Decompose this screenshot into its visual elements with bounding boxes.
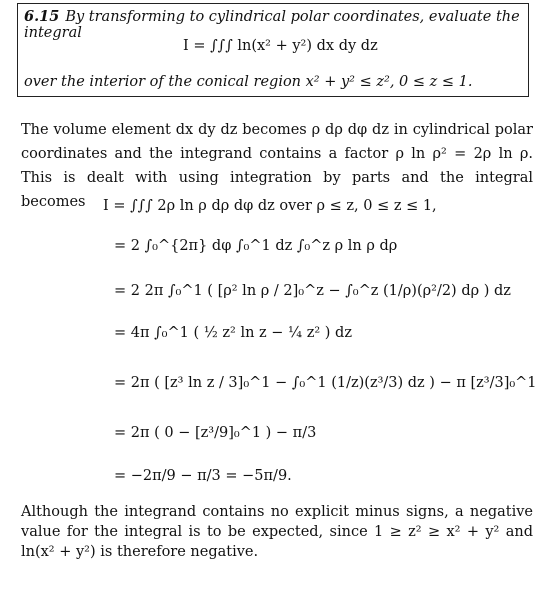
step-4: = 4π ∫₀^1 ( ½ z² ln z − ¼ z² ) dz (114, 325, 352, 341)
problem-box (17, 3, 529, 97)
problem-region: over the interior of the conical region x² + y² ≤ z², 0 ≤ z ≤ 1. (24, 74, 473, 90)
step-7: = −2π/9 − π/3 = −5π/9. (114, 468, 292, 484)
solution-intro: The volume element dx dy dz becomes ρ dρ dφ dz in cylindrical polar coordinates and the integrand contains a factor ρ ln ρ² = 2ρ ln ρ. This is dealt with using integration by parts and the integral becomes (21, 122, 533, 210)
step-6: = 2π ( 0 − [z³/9]₀^1 ) − π/3 (114, 425, 317, 441)
step-1: I = ∫∫∫ 2ρ ln ρ dρ dφ dz over ρ ≤ z, 0 ≤ z ≤ 1, (103, 198, 437, 214)
solution-conclusion: Although the integrand contains no explicit minus signs, a negative value for the integral is to be expected, since 1 ≥ z² ≥ x² + y² and ln(x² + y²) is therefore negative. (21, 504, 533, 560)
problem-equation: I = ∫∫∫ ln(x² + y²) dx dy dz (183, 38, 378, 54)
step-2: = 2 ∫₀^{2π} dφ ∫₀^1 dz ∫₀^z ρ ln ρ dρ (114, 238, 398, 254)
step-3: = 2 2π ∫₀^1 ( [ρ² ln ρ / 2]₀^z − ∫₀^z (1/ρ)(ρ²/2) dρ ) dz (114, 283, 511, 299)
problem-number: 6.15 (24, 8, 60, 25)
problem-statement: 6.15 By transforming to cylindrical polar coordinates, evaluate the integral (24, 8, 520, 41)
step-5: = 2π ( [z³ ln z / 3]₀^1 − ∫₀^1 (1/z)(z³/3) dz ) − π [z³/3]₀^1 (114, 375, 537, 391)
